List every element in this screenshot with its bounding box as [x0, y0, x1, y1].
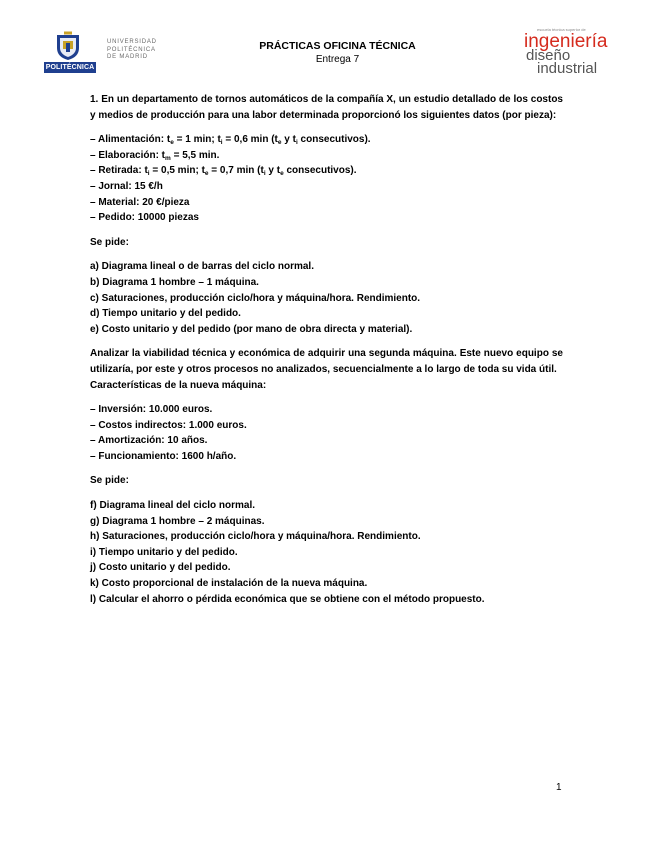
- question-d: d) Tiempo unitario y del pedido.: [90, 308, 241, 320]
- etsidi-word-ingenieria: ingeniería: [524, 31, 608, 52]
- upm-logo: [44, 31, 156, 75]
- question-l: l) Calcular el ahorro o pérdida económica que se obtiene con el método propuesto.: [90, 593, 485, 605]
- question-b: b) Diagrama 1 hombre – 1 máquina.: [90, 276, 259, 288]
- data-alimentacion: – Alimentación: $t_e = 1$ min; $t_i = 0,6$ $\min (t_e$ y $t_i$ consecutivos).: [90, 134, 371, 147]
- question-f: f) Diagrama lineal del ciclo normal.: [90, 500, 256, 512]
- etsidi-small-text: escuela técnica superior de: [537, 27, 586, 32]
- header-title-block: [220, 40, 455, 66]
- data-retirada: – Retirada: $t_i = 0,5$ min; $t_e = 0,7$ $\min (t_i$ y $t_e$ consecutivos).: [90, 165, 357, 178]
- data-elaboracion: – Elaboración: $t_m = 5,5$ min.: [90, 149, 220, 162]
- feature-funcionamiento: – Funcionamiento: 1600 h/año.: [90, 450, 237, 462]
- upm-name: UNIVERSIDAD POLITÉCNICA DE MADRID: [107, 39, 157, 60]
- features-title: Características de la nueva máquina:: [90, 379, 267, 391]
- se-pide-heading-1: Se pide:: [90, 236, 129, 248]
- page-number: 1: [556, 782, 562, 793]
- se-pide-heading-2: Se pide:: [90, 475, 129, 487]
- etsidi-logo: [522, 26, 620, 76]
- question-h: h) Saturaciones, producción ciclo/hora y máquina/hora. Rendimiento.: [90, 531, 421, 543]
- data-pedido: – Pedido: 10000 piezas: [90, 212, 199, 224]
- question-a: a) Diagrama lineal o de barras del ciclo normal.: [90, 261, 314, 273]
- etsidi-word-diseno: diseño: [526, 47, 571, 64]
- feature-amortizacion: – Amortización: 10 años.: [90, 435, 208, 447]
- page-header: [0, 0, 655, 90]
- etsidi-word-industrial: industrial: [537, 60, 598, 76]
- question-e: e) Costo unitario y del pedido (por mano de obra directa y material).: [90, 323, 413, 335]
- question-j: j) Costo unitario y del pedido.: [90, 562, 231, 574]
- question-k: k) Costo proporcional de instalación de la nueva máquina.: [90, 578, 368, 590]
- exercise-intro: 1. En un departamento de tornos automáticos de la compañía X, un estudio detallado de los costos y medios de producción para una labor determinada proporcionó los siguientes datos (por pieza):: [90, 94, 563, 121]
- document-subtitle: Entrega 7: [315, 54, 360, 65]
- analysis-paragraph: Analizar la viabilidad técnica y económica de adquirir una segunda máquina. Este nuevo equipo se utilizaría, por este y otros procesos no analizados, secuencialmente a lo largo de toda su vida útil. Características de la nueva máquina:: [90, 348, 563, 391]
- question-i: i) Tiempo unitario y del pedido.: [90, 546, 238, 558]
- question-c: c) Saturaciones, producción ciclo/hora y máquina/hora. Rendimiento.: [90, 292, 421, 304]
- upm-band: POLITÉCNICA: [45, 64, 95, 71]
- exercise-body: [90, 92, 563, 607]
- data-material: – Material: 20 €/pieza: [90, 196, 190, 208]
- data-jornal: – Jornal: 15 €/h: [90, 180, 163, 192]
- feature-costos-indirectos: – Costos indirectos: 1.000 euros.: [90, 419, 247, 431]
- feature-inversion: – Inversión: 10.000 euros.: [90, 404, 213, 416]
- question-g: g) Diagrama 1 hombre – 2 máquinas.: [90, 515, 265, 527]
- document-title: PRÁCTICAS OFICINA TÉCNICA: [259, 40, 416, 52]
- upm-crest-icon: [54, 31, 82, 61]
